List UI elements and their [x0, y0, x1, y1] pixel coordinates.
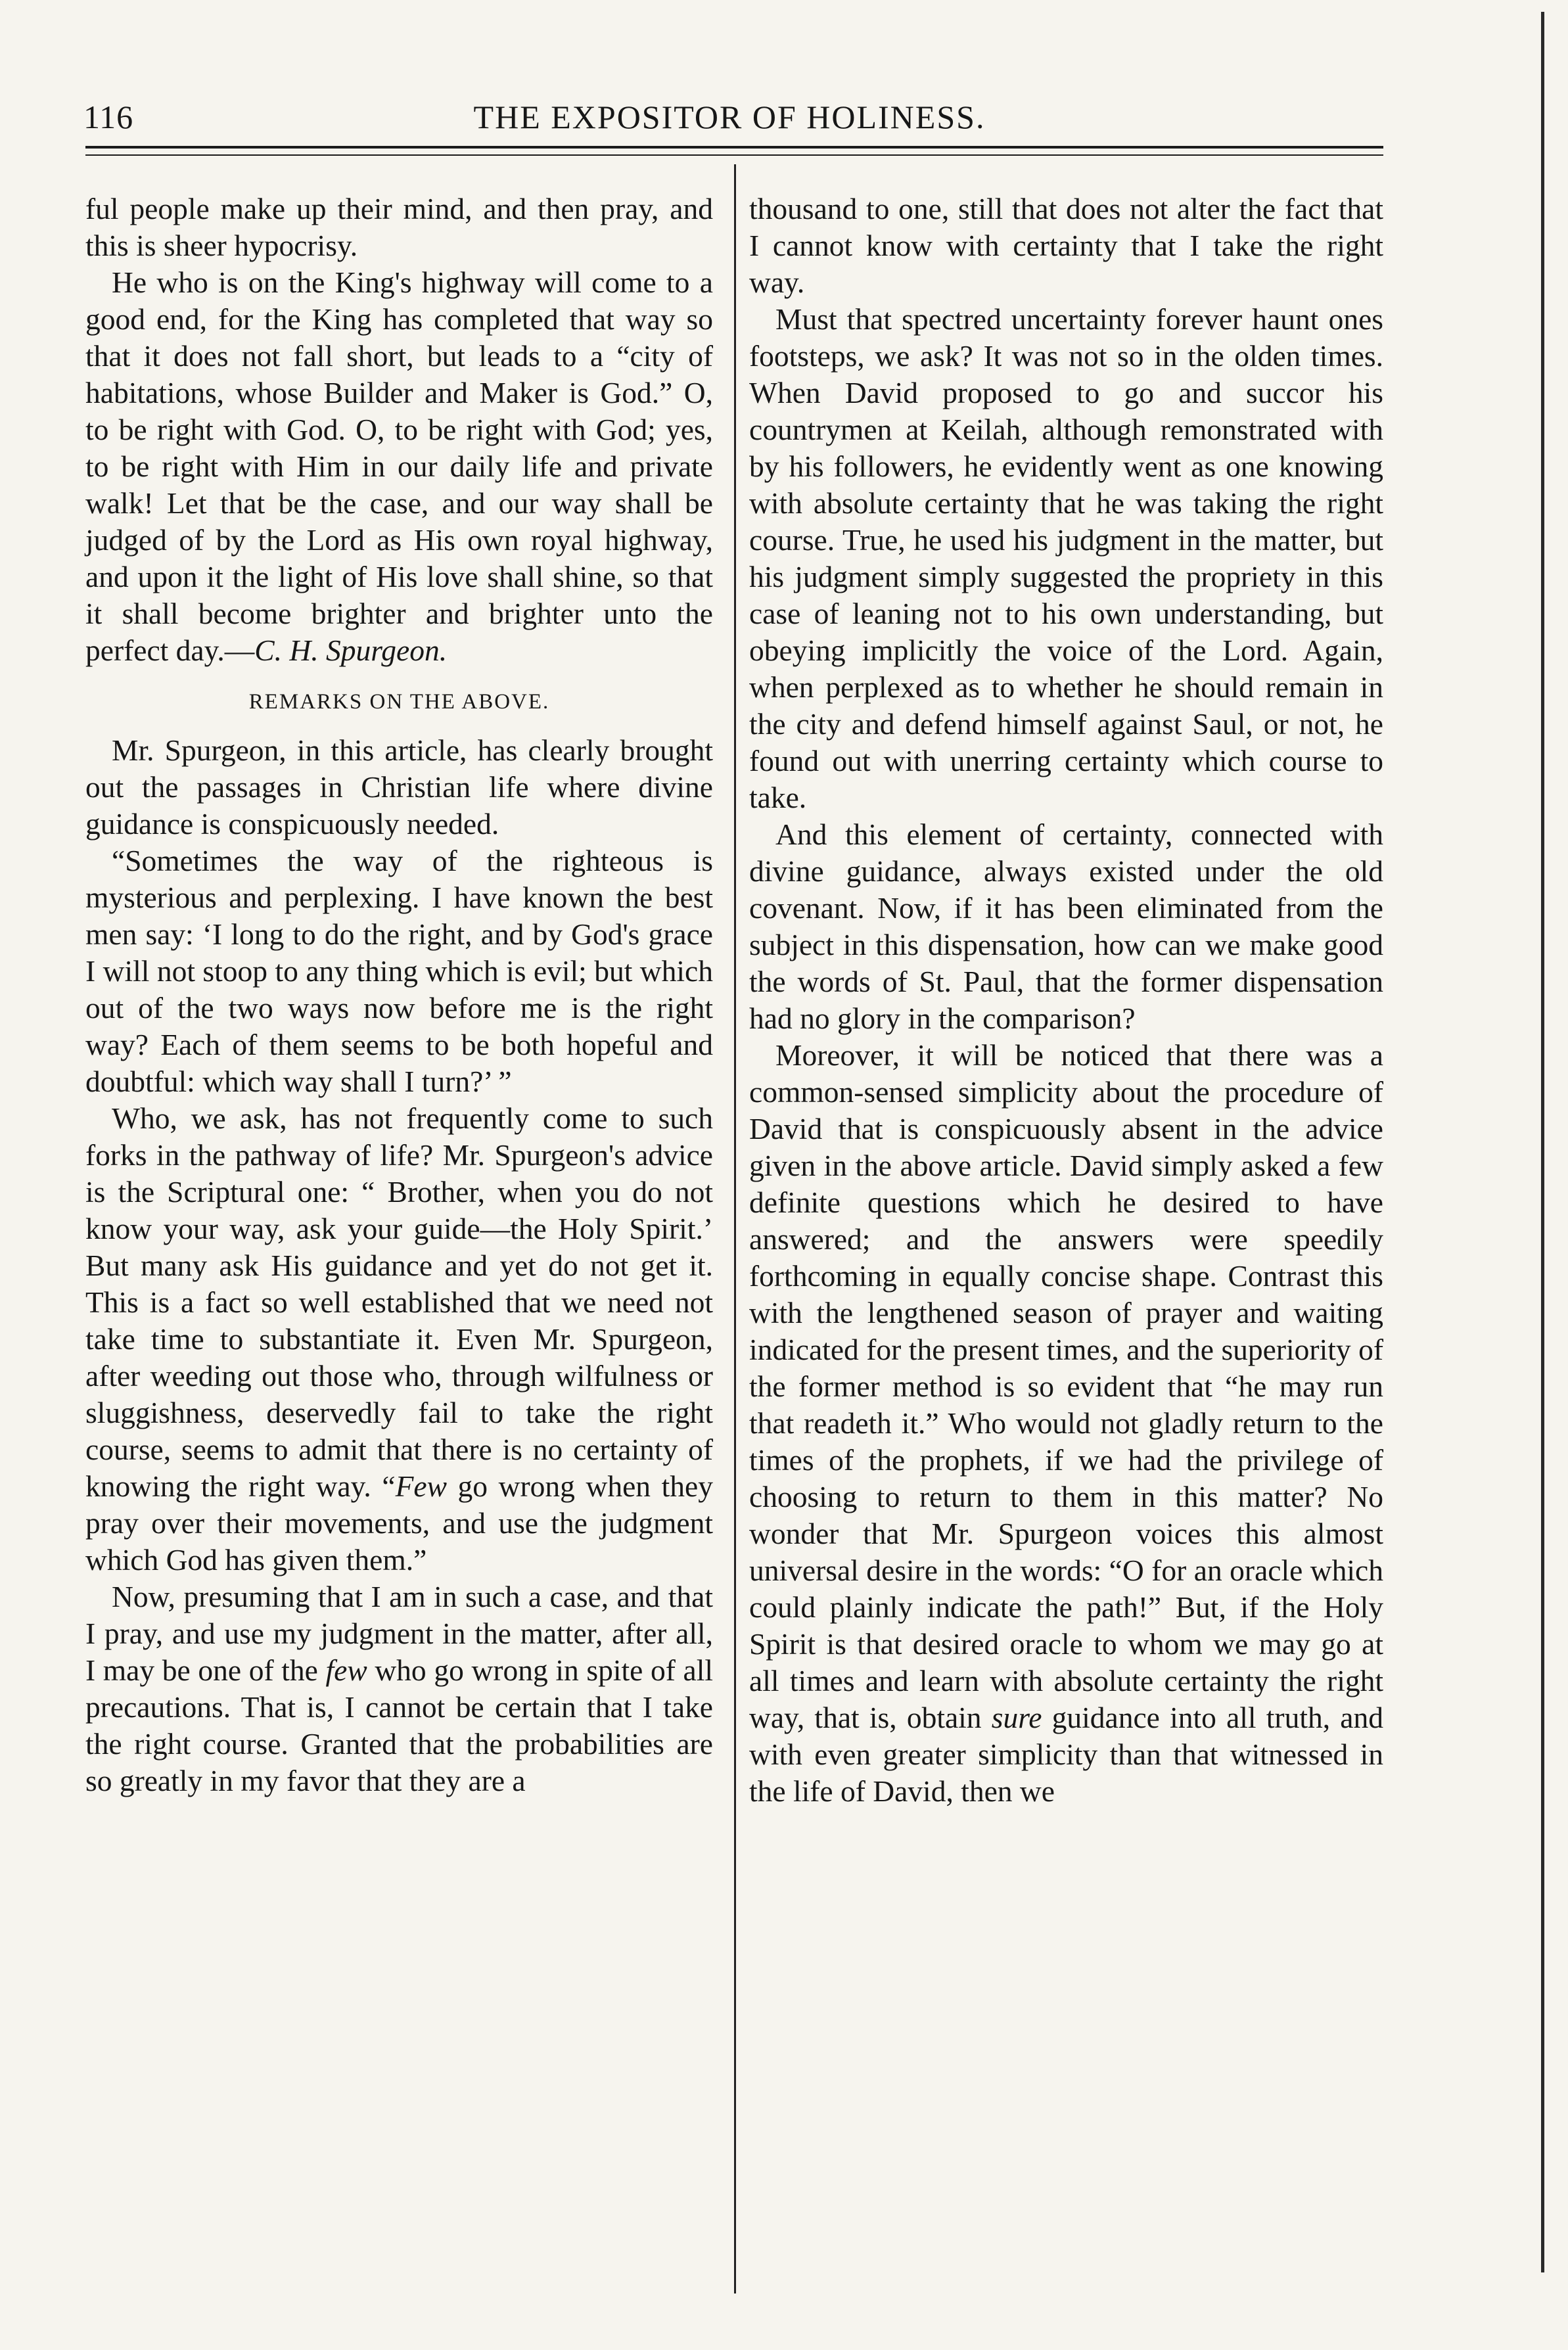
paragraph: [85, 264, 713, 669]
paragraph-text: Now, presuming that I am in such a case, and that I pray, and use my judgment in the matter, after all, I may be one of the: [85, 1580, 713, 1687]
page-header: [76, 95, 1383, 141]
paragraph: [749, 1037, 1383, 1810]
emphasis: sure: [991, 1701, 1042, 1734]
paragraph-text: go wrong when they pray over their movements, and use the judgment which God has given them.”: [85, 1469, 713, 1577]
right-column: [749, 191, 1383, 1810]
paragraph: Mr. Spurgeon, in this article, has clearly brought out the passages in Christian life where divine guidance is conspicuously needed.: [85, 733, 713, 841]
paragraph: ful people make up their mind, and then pray, and this is sheer hypocrisy.: [85, 192, 713, 262]
paragraph: And this element of certainty, connected with divine guidance, always existed under the old covenant. Now, if it has been eliminated from the subject in this dispensation, how can we make good the words of St. Paul, that the former dispensation had no glory in the comparison?: [749, 818, 1383, 1035]
paragraph-text: Moreover, it will be noticed that there was a common-sensed simplicity about the procedure of David that is conspicuously absent in the advice given in the above article. David simply asked a few definite questions which he desired to have answered; and the answers were speedily forthcoming in equally concise shape. Contrast this with the lengthened season of prayer and waiting indicated for the present times, and the superiority of the former method is so evident that “he may run that readeth it.” Who would not gladly return to the times of the prophets, if we had the privilege of choosing to return to them in this matter? No wonder that Mr. Spurgeon voices this almost universal desire in the words: “O for an oracle which could plainly indicate the path!” But, if the Holy Spirit is that desired oracle to whom we may go at all times and learn with absolute certainty the right way, that is, obtain: [749, 1038, 1383, 1734]
paragraph: “Sometimes the way of the righteous is mysterious and perplexing. I have known the best men say: ‘I long to do the right, and by God's grace I will not stoop to any thing which is evil; but which out of the two ways now before me is the right way? Each of them seems to be both hopeful and doubtful: which way shall I turn?’ ”: [85, 844, 713, 1098]
header-rule-thin: [85, 154, 1383, 156]
paragraph-text: He who is on the King's highway will come to a good end, for the King has completed that way so that it does not fall short, but leads to a “city of habitations, whose Builder and Maker is God.” O, to be right with God. O, to be right with God; yes, to be right with Him in our daily life and private walk! Let that be the case, and our way shall be judged of by the Lord as His own royal highway, and upon it the light of His love shall shine, so that it shall become brighter and brighter unto the perfect day.—: [85, 265, 713, 667]
paragraph: Must that spectred uncertainty forever haunt ones footsteps, we ask? It was not so in the olden times. When David proposed to go and succor his countrymen at Keilah, although remonstrated with by his followers, he evidently went as one knowing with absolute certainty that he was taking the right course. True, he used his judgment in the matter, but his judgment simply suggested the propriety in this case of leaning not to his own understanding, but obeying implicitly the voice of the Lord. Again, when perplexed as to whether he should remain in the city and defend himself against Saul, or not, he found out with unerring certainty which course to take.: [749, 302, 1383, 814]
paragraph-text: Who, we ask, has not frequently come to such forks in the pathway of life? Mr. Spurgeon's advice is the Scriptural one: “ Brother, when you do not know your way, ask your guide—the Holy Spirit.’ But many ask His guidance and yet do not get it. This is a fact so well established that we need not take time to substantiate it. Even Mr. Spurgeon, after weeding out those who, through wilfulness or sluggishness, deservedly fail to take the right course, seems to admit that there is no certainty of knowing the right way. “: [85, 1101, 713, 1503]
left-column: [85, 191, 713, 1799]
header-rule-thick: [85, 146, 1383, 149]
emphasis: few: [325, 1653, 367, 1687]
author-signature: C. H. Spurgeon.: [254, 634, 448, 667]
column-divider: [734, 164, 736, 2293]
emphasis: Few: [395, 1469, 447, 1503]
running-title: THE EXPOSITOR OF HOLINESS.: [473, 99, 986, 135]
margin-scan-mark: [1541, 12, 1544, 2272]
section-heading: REMARKS ON THE ABOVE.: [248, 690, 550, 714]
paragraph: [85, 1578, 713, 1799]
paragraph: thousand to one, still that does not alter the fact that I cannot know with certainty that I take the right way.: [749, 192, 1383, 299]
paragraph-text: who go wrong in spite of all precautions. That is, I cannot be certain that I take the right course. Granted that the probabilities are so greatly in my favor that they are a: [85, 1653, 713, 1797]
page-number: 116: [83, 99, 134, 135]
paragraph: [85, 1100, 713, 1578]
paragraph-text: guidance into all truth, and with even greater simplicity than that witnessed in the life of David, then we: [749, 1701, 1383, 1808]
